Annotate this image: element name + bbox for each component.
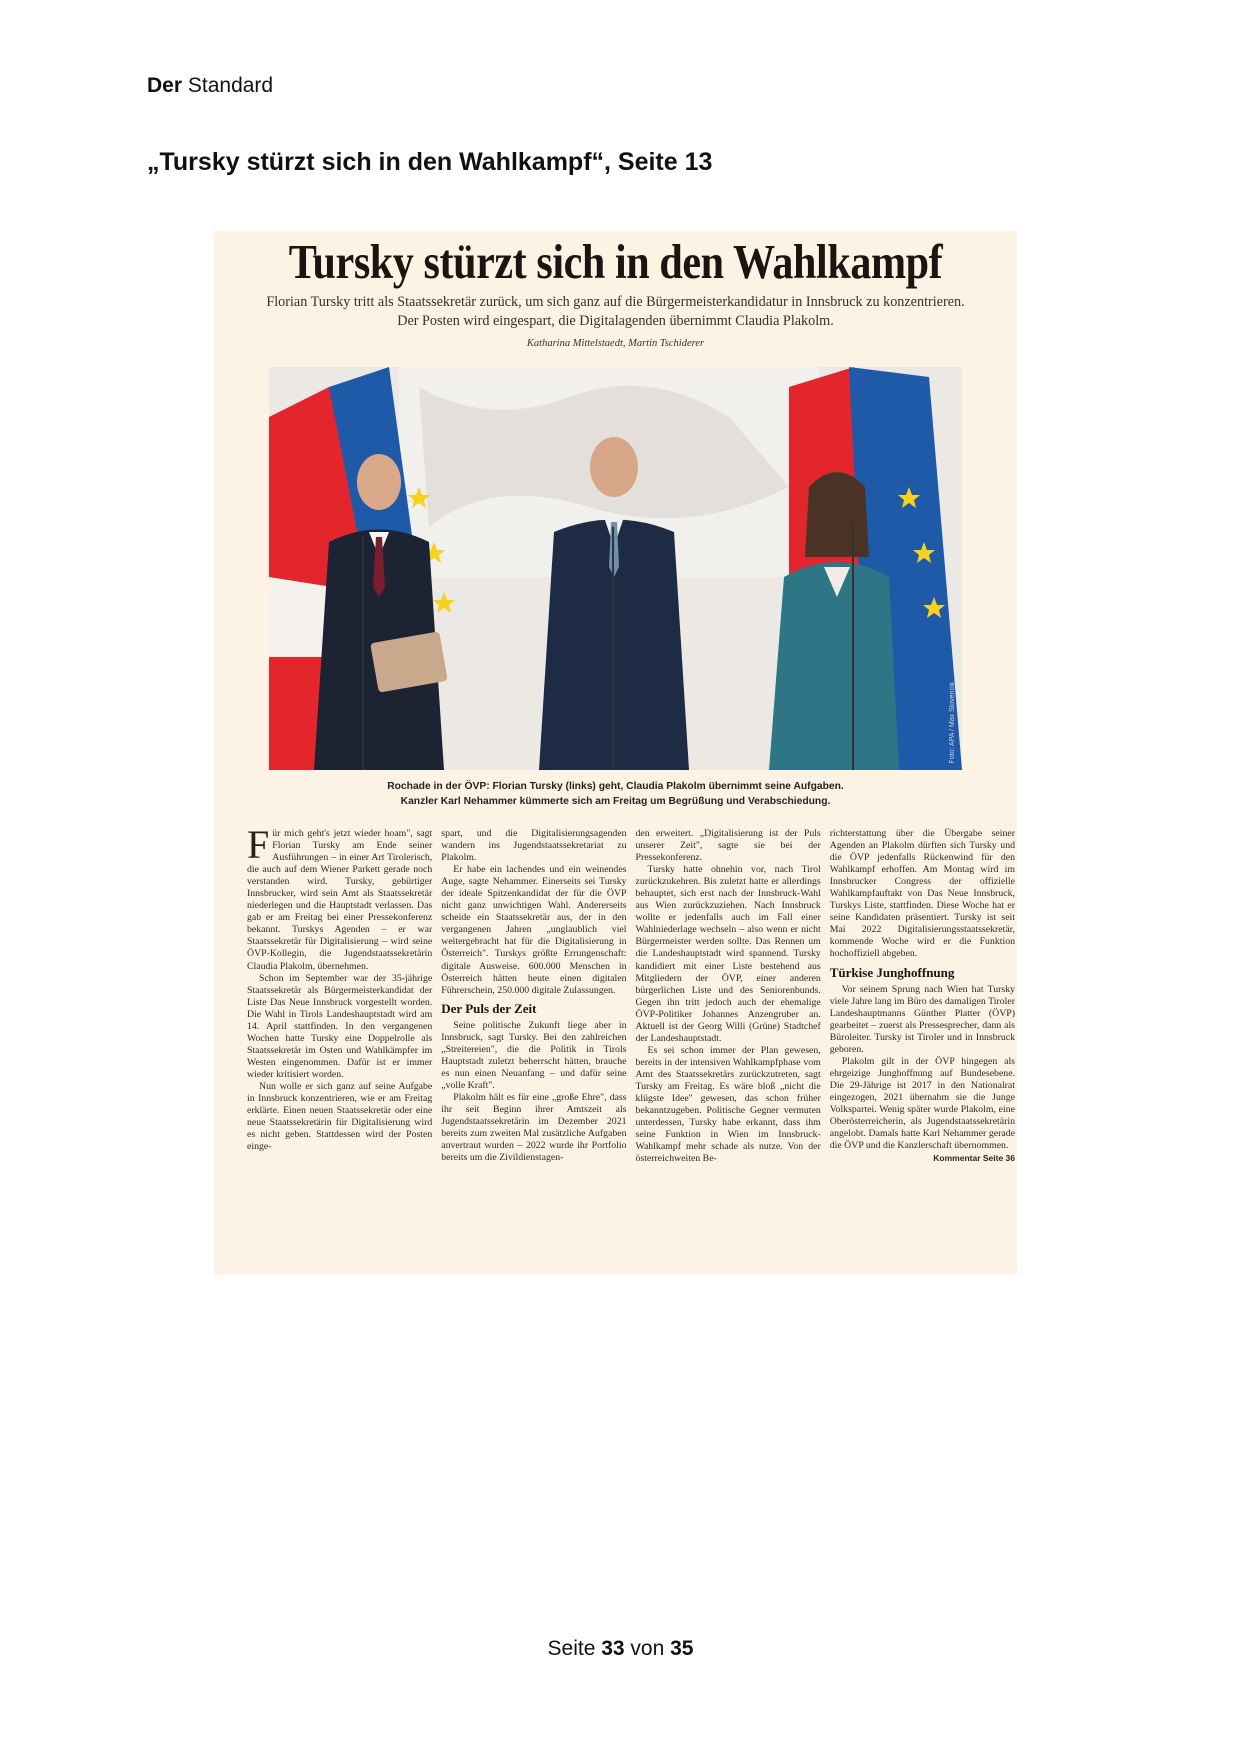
paragraph: Es sei schon immer der Plan gewesen, bereits in der intensiven Wahlkampfphase vom Amt des Staatssekretärs zurückzutreten, sagt Tursky am Freitag. Es wäre bloß „nicht die klügste Idee" gewesen, das schon früher bekanntzugeben. Politische Gegner vermuten unterdessen, Tursky habe erkannt, dass ihm seine Funktion in Wien im Innsbruck-Wahlkampf mehr schade als nutze. Von der österreichweiten Be- xyxy=(635,1044,821,1165)
total-pages: 35 xyxy=(670,1637,694,1660)
caption-line-2: Kanzler Karl Nehammer kümmerte sich am Freitag um Begrüßung und Verabschiedung. xyxy=(400,796,831,807)
article-deck: Florian Tursky tritt als Staatssekretär zurück, um sich ganz auf die Bürgermeisterkandidatur in Innsbruck zu konzentrieren. Der Posten wird eingespart, die Digitalagenden übernimmt Claudia Plakolm. xyxy=(266,294,965,329)
paragraph: Nun wolle er sich ganz auf seine Aufgabe in Innsbruck konzentrieren, wie er am Freitag erklärte. Einen neuen Staatssekretär oder eine neue Staatssekretärin für Digitalisierung wird es nicht geben. Stattdessen wird der Posten einge- xyxy=(247,1080,433,1153)
paragraph: Tursky hatte ohnehin vor, nach Tirol zurückzukehren. Bis zuletzt hatte er allerdings behauptet, sich erst nach der Innsbruck-Wahl aus Wien zurückzuziehen. Nach Innsbruck wollte er jedenfalls auch im Fall einer Wahlniederlage wechseln – also wenn er nicht Bürgermeister werden sollte. Das Rennen um die Landeshauptstadt wird spannend. Tursky kandidiert mit einer Liste bestehend aus Mitgliedern der ÖVP, einer anderen bürgerlichen Liste und des Seniorenbunds. Gegen ihn tritt jedoch auch der ehemalige ÖVP-Politiker Johannes Anzengruber an. Aktuell ist der Georg Willi (Grüne) Stadtchef der Landeshauptstadt. xyxy=(635,864,821,1044)
caption-line-1: Rochade in der ÖVP: Florian Tursky (links) geht, Claudia Plakolm übernimmt seine Aufgaben. xyxy=(387,781,844,792)
paragraph: spart, und die Digitalisierungsagenden wandern ins Jugendstaatssekretariat zu Plakolm. xyxy=(441,828,627,864)
paragraph: Schon im September war der 35-jährige Staatssekretär als Bürgermeisterkandidat der Liste Das Neue Innsbruck vorgestellt worden. Die Wahl in Tirols Landeshauptstadt wird am 14. April stattfinden. In den vergangenen Wochen hatte Tursky eine Doppelrolle als Staatssekretär im Osten und Wahlkämpfer im Westen eingenommen. Dafür ist er immer wieder kritisiert worden. xyxy=(247,972,433,1080)
paragraph: Plakolm gilt in der ÖVP hingegen als ehrgeizige Junghoffnung auf Bundesebene. Die 29-Jährige ist 2017 in den Nationalrat eingezogen, 2021 übernahm sie die Junge Volkspartei. Wenig später wurde Plakolm, eine Oberösterreicherin, als Jugendstaatssekretärin angelobt. Damals hatte Karl Nehammer gerade die ÖVP und die Kanzlerschaft übernommen. Kommentar Seite 36 xyxy=(829,1055,1015,1164)
page-footer xyxy=(0,1637,1241,1661)
article-column-4 xyxy=(830,828,1015,1165)
paragraph: Plakolm hält es für eine „große Ehre", dass ihr seit Beginn ihrer Amtszeit als Jugendstaatssekretärin im Dezember 2021 bereits zum zweiten Mal zusätzliche Aufgaben anvertraut wurden – 2022 wurde ihr Portfolio bereits um die Zivildienstagen- xyxy=(441,1091,627,1164)
publication-source xyxy=(147,74,273,98)
newspaper-clipping xyxy=(214,231,1017,1275)
source-rest: Standard xyxy=(182,74,274,97)
article-byline: Katharina Mittelstaedt, Martin Tschiderer xyxy=(526,338,705,349)
article-photo xyxy=(269,367,962,770)
paragraph: Für mich geht's jetzt wieder hoam", sagt Florian Tursky am Ende seiner Ausführungen – in einer Art Tirolerisch, die auch auf dem Wiener Parkett gerade noch verstanden wird. Tursky, gebürtiger Innsbrucker, wird sein Amt als Staatssekretär niederlegen und die Hauptstadt verlassen. Das gab er am Freitag bei einer Pressekonferenz bekannt. Turskys Agenden – er war Staatssekretär für Digitalisierung – wird seine ÖVP-Kollegin, die Jugendstaatssekretärin Claudia Plakolm, übernehmen. xyxy=(247,822,433,972)
article-column-2 xyxy=(441,828,626,1165)
press-conference-photo xyxy=(269,367,962,770)
subheading: Türkise Junghoffnung xyxy=(829,964,955,980)
drop-cap: F xyxy=(247,822,270,867)
source-bold: Der xyxy=(147,74,183,97)
footer-middle: von xyxy=(624,1637,671,1660)
article-column-3 xyxy=(636,828,821,1165)
paragraph: richterstattung über die Übergabe seiner Agenden an Plakolm dürften sich Tursky und die ÖVP jedenfalls Rückenwind für den Wahlkampf erhoffen. Am Montag wird im Innsbrucker Congress der offizielle Wahlkampfauftakt von Das Neue Innsbruck, Turskys Liste, stattfinden. Diese Woche hat er seine Kandidaten präsentiert. Tursky ist seit Mai 2022 Digitalisierungsstaatssekretär, kommende Woche wird er die Funktion hochoffiziell abgeben. xyxy=(829,828,1015,960)
document-title: „Tursky stürzt sich in den Wahlkampf“, Seite 13 xyxy=(147,148,713,176)
paragraph: Seine politische Zukunft liege aber in Innsbruck, sagt Tursky. Bei den zahlreichen „Streitereien", die die Politik in Tirols Hauptstadt zuletzt beherrscht hätten, brauche es nun einen Neuanfang – und dafür seine „volle Kraft". xyxy=(441,1019,627,1091)
footer-prefix: Seite xyxy=(547,1637,602,1660)
paragraph: den erweitert. „Digitalisierung ist der Puls unserer Zeit", sagte sie bei der Pressekonferenz. xyxy=(635,828,821,864)
article-column-1 xyxy=(247,822,433,1165)
comment-reference: Kommentar Seite 36 xyxy=(933,1153,1015,1164)
photo-credit: Foto: APA / Max Slovencik xyxy=(949,682,956,764)
article-headline: Tursky stürzt sich in den Wahlkampf xyxy=(288,234,943,289)
article-body xyxy=(247,822,1015,1165)
paragraph: Vor seinem Sprung nach Wien hat Tursky viele Jahre lang im Büro des damaligen Tiroler Landeshauptmanns Günther Platter (ÖVP) gearbeitet – zuerst als Pressesprecher, dann als Büroleiter. Tursky ist Tiroler und in Innsbruck geboren. xyxy=(829,983,1015,1055)
subheading: Der Puls der Zeit xyxy=(441,1000,537,1016)
photo-caption xyxy=(214,779,1017,809)
current-page: 33 xyxy=(601,1637,625,1660)
paragraph: Er habe ein lachendes und ein weinendes Auge, sagte Nehammer. Einerseits sei Tursky der ideale Spitzenkandidat der für die ÖVP nicht ganz unwichtigen Wahl. Andererseits scheide ein Staatssekretär aus, der in den vergangenen Jahren „unglaublich viel weitergebracht hat für die Digitalisierung in Österreich". Turskys größte Errungenschaft: digitale Ausweise. 600.000 Menschen in Österreich hätten heute einen digitalen Führerschein, 250.000 digitale Zulassungen. xyxy=(441,864,627,996)
